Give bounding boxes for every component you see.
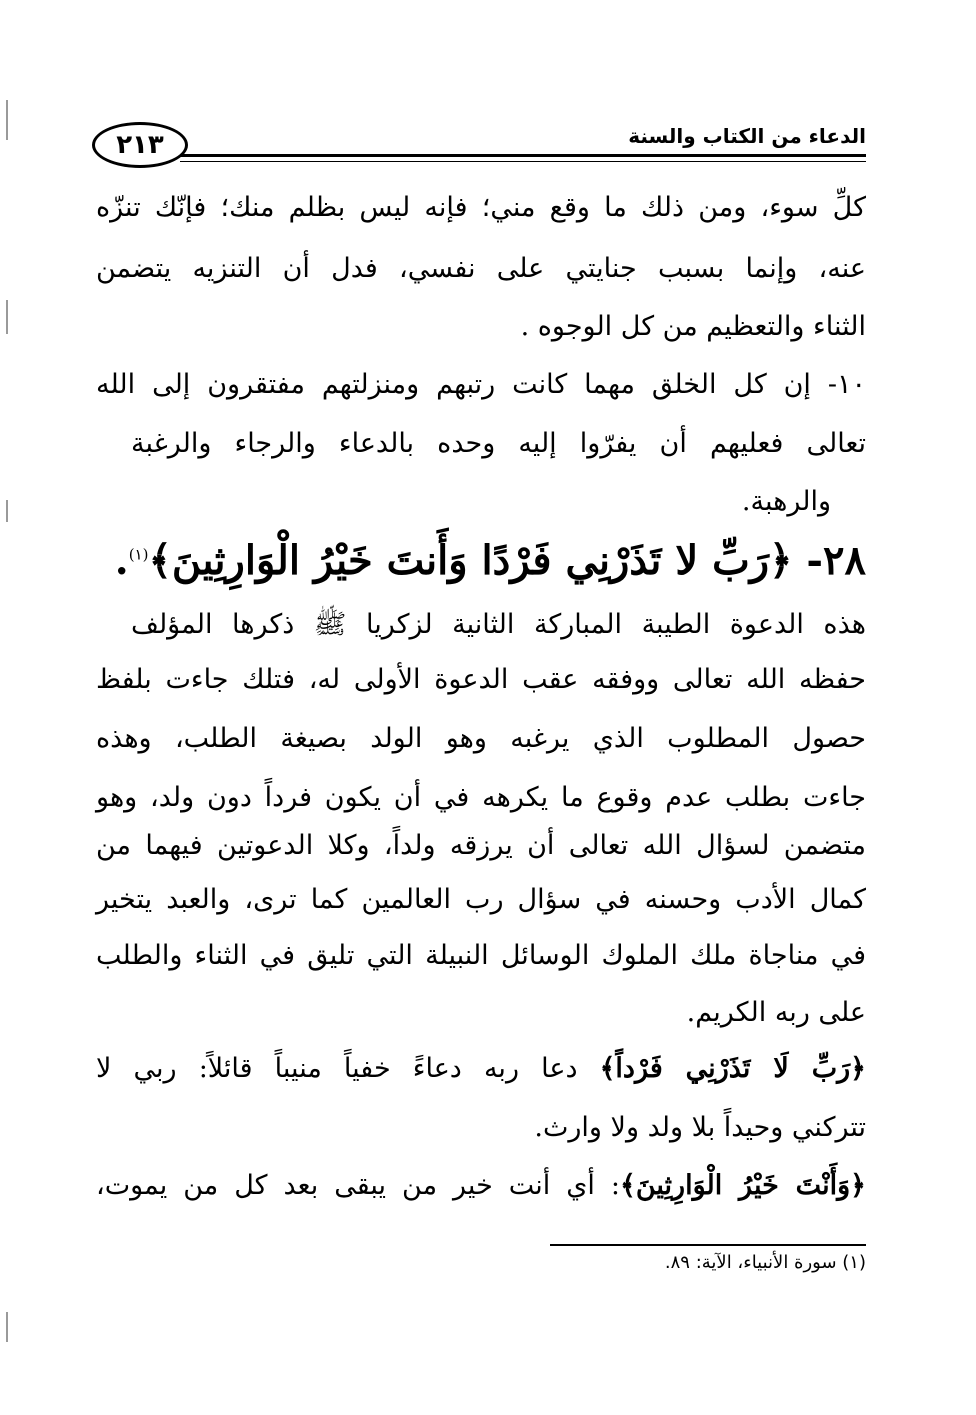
explanation-line: متضمن لسؤال الله تعالى أن يرزقه ولداً، وكلا الدعوتين فيهما من: [96, 830, 866, 861]
body-line: عنه، وإنما بسبب جنايتي على نفسي، فدل أن التنزيه يتضمن: [96, 253, 866, 284]
section-heading-28: [115, 537, 866, 584]
footnote: (١) سورة الأنبياء، الآية: ٨٩.: [664, 1252, 866, 1273]
explanation-line: في مناجاة ملك الملوك الوسائل النبيلة التي تليق في الثناء والطلب: [96, 940, 866, 971]
page-number: ٢١٣: [92, 122, 188, 168]
scan-edge-mark: [6, 100, 8, 140]
explanation-line: كمال الأدب وحسنه في سؤال رب العالمين كما ترى، والعبد يتخير: [96, 884, 866, 915]
section-verse: ﴿رَبِّ لا تَذَرْنِي فَرْدًا وَأَنتَ خَيْرُ الْوَارِثِينَ﴾: [148, 537, 793, 584]
explanation-line: هذه الدعوة الطيبة المباركة الثانية لزكريا ﷺ ذكرها المؤلف: [131, 609, 866, 640]
section-number: ٢٨-: [806, 537, 866, 584]
commentary-text: : أي أنت خير من يبقى بعد كل من يموت،: [96, 1170, 620, 1201]
commentary-text: دعا ربه دعاءً خفياً منيباً قائلاً: ربي لا: [96, 1053, 600, 1084]
body-line: كلِّ سوء، ومن ذلك ما وقع مني؛ فإنه ليس بظلم منك؛ فإنّك تنزّه: [96, 192, 866, 223]
footnote-marker: (١): [128, 545, 149, 564]
explanation-line: حفظه الله تعالى ووفقه عقب الدعوة الأولى له، فتلك جاءت بلفظ: [96, 664, 866, 695]
commentary-1-line: تتركني وحيداً بلا ولد ولا وارث.: [534, 1112, 866, 1143]
scan-edge-mark: [6, 1312, 8, 1342]
point-10-line: تعالى فعليهم أن يفرّوا إليه وحده بالدعاء والرجاء والرغبة: [131, 428, 866, 459]
scan-edge-mark: [6, 300, 8, 334]
explanation-line: حصول المطلوب الذي يرغبه وهو الولد بصيغة الطلب، وهذه: [96, 723, 866, 754]
point-10-line: والرهبة.: [741, 486, 831, 517]
page-body: [96, 0, 866, 1415]
quoted-verse: ﴿وَأَنْتَ خَيْرُ الْوَارِثِينَ﴾: [620, 1170, 866, 1201]
book-title: الدعاء من الكتاب والسنة: [628, 124, 866, 148]
commentary-1-line: [96, 1053, 866, 1084]
point-10-line: ١٠- إن كل الخلق مهما كانت رتبهم ومنزلتهم مفتقرون إلى الله: [96, 369, 866, 400]
heading-end-punct: .: [114, 537, 129, 584]
quoted-verse: ﴿رَبِّ لَا تَذَرْنِي فَرْداً﴾: [599, 1053, 866, 1084]
explanation-line: جاءت بطلب عدم وقوع ما يكرهه في أن يكون فرداً دون ولد، وهو: [96, 782, 866, 813]
explanation-line: على ربه الكريم.: [686, 997, 866, 1028]
commentary-2-line: [96, 1170, 866, 1201]
body-line: الثناء والتعظيم من كل الوجوه .: [520, 311, 866, 342]
scan-edge-mark: [6, 500, 8, 522]
footnote-separator: [550, 1244, 866, 1246]
